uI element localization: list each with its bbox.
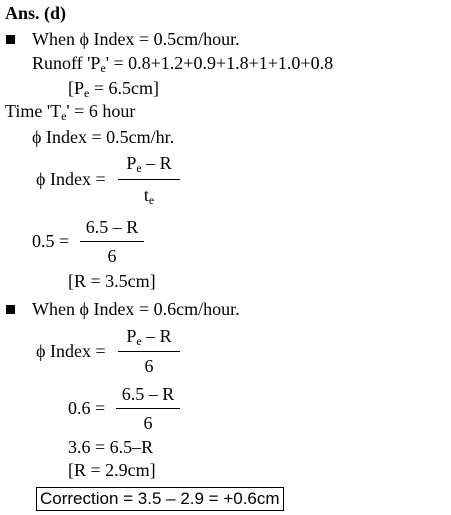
- phi-value-line: ϕ Index = 0.5cm/hr.: [32, 127, 175, 147]
- runoff-sub: e: [100, 61, 106, 75]
- case2-result: [R = 2.9cm]: [68, 460, 156, 480]
- formula2-numerator: $P_e$ – R: [126, 326, 172, 348]
- case1-heading: When ϕ Index = 0.5cm/hour.: [32, 29, 240, 49]
- runoff-suffix: ' = 0.8+1.2+0.9+1.8+1+1.0+0.8: [105, 53, 334, 73]
- eq1-fraction: [80, 216, 144, 268]
- answer-label: Ans. (d): [5, 3, 67, 23]
- time-prefix: Time 'T: [5, 101, 62, 121]
- fraction-bar: [116, 408, 180, 409]
- runoff-prefix: Runoff 'P: [32, 53, 101, 73]
- formula1-denominator: $t_e$: [143, 185, 155, 207]
- eq2-denominator: 6: [143, 413, 153, 433]
- bullet-icon: [6, 35, 15, 44]
- formula2-denominator: 6: [144, 356, 154, 376]
- bullet-icon: [6, 305, 15, 314]
- formula1-fraction: [118, 152, 180, 208]
- eq1-lhs: 0.5 =: [32, 231, 70, 251]
- correction-box: Correction = 3.5 – 2.9 = +0.6cm: [36, 487, 284, 511]
- formula2-lhs: ϕ Index =: [36, 341, 106, 361]
- case2-heading: When ϕ Index = 0.6cm/hour.: [32, 299, 240, 319]
- formula1-numerator: $P_e$ – R: [126, 153, 172, 175]
- case1-result: [R = 3.5cm]: [68, 271, 156, 291]
- eq1-denominator: 6: [107, 246, 117, 266]
- time-suffix: ' = 6 hour: [66, 101, 136, 121]
- pe-suffix: = 6.5cm]: [89, 78, 159, 98]
- time-line: [5, 100, 135, 122]
- fraction-bar: [80, 241, 144, 242]
- eq2-lhs: 0.6 =: [68, 398, 106, 418]
- fraction-bar: [118, 179, 180, 180]
- formula1-lhs: ϕ Index =: [36, 169, 106, 189]
- formula2-fraction: [118, 325, 180, 379]
- pe-line: [68, 77, 159, 99]
- eq2-numerator: 6.5 – R: [121, 384, 175, 404]
- eq2-fraction: [116, 383, 180, 435]
- case2-step: 3.6 = 6.5–R: [68, 437, 154, 457]
- runoff-line: [32, 52, 333, 74]
- pe-prefix: [P: [68, 78, 85, 98]
- fraction-bar: [118, 351, 180, 352]
- pe-sub: e: [84, 86, 90, 100]
- eq1-numerator: 6.5 – R: [85, 217, 139, 237]
- time-sub: e: [61, 109, 67, 123]
